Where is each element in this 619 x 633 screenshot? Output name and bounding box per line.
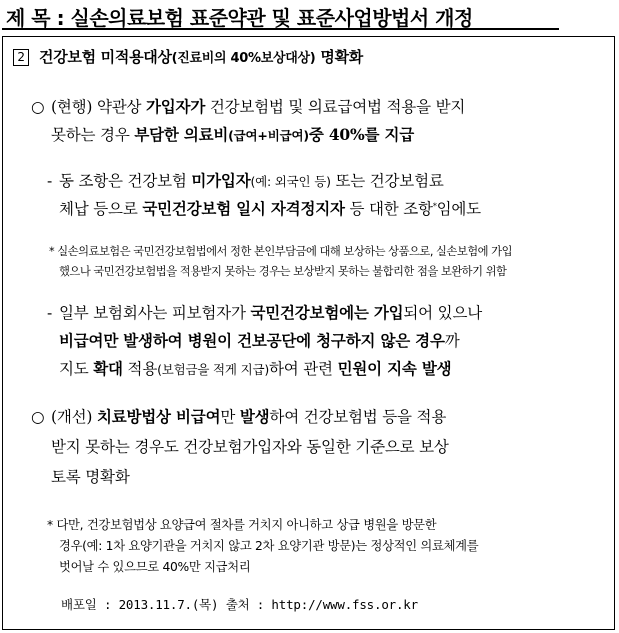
dash1-line-1: - 동 조항은 건강보험 미가입자(예: 외국인 등) 또는 건강보험료 bbox=[47, 171, 444, 190]
title-underline bbox=[2, 28, 559, 30]
revised-line-3: 토록 명확화 bbox=[51, 468, 130, 486]
dash2-line-2: 비급여만 발생하여 병원이 건보공단에 청구하지 않은 경우까 bbox=[59, 331, 460, 350]
revised-line-1: ○ (개선) 치료방법상 비급여만 발생하여 건강보험법 등을 적용 bbox=[31, 407, 447, 426]
dash-bullet-icon: - bbox=[47, 304, 53, 322]
revised-line-2: 받지 못하는 경우도 건강보험가입자와 동일한 기준으로 보상 bbox=[51, 438, 449, 456]
section-number: 2 bbox=[13, 49, 29, 66]
dash2-line-1: - 일부 보험회사는 피보험자가 국민건강보험에는 가입되어 있으나 bbox=[47, 303, 482, 322]
note1-line-2: 했으나 국민건강보험법을 적용받지 못하는 경우는 보상받지 못하는 불합리한 점을 보완하기 위함 bbox=[59, 265, 507, 278]
section-heading bbox=[13, 46, 363, 67]
note2-line-2: 경우(예: 1차 요양기관을 거치지 않고 2차 요양기관 방문)는 정상적인 의료체계를 bbox=[59, 539, 479, 553]
dash-bullet-icon: - bbox=[47, 172, 53, 190]
section-heading-main: 건강보험 미적용대상 bbox=[39, 48, 172, 66]
source-footer: 배포일 : 2013.11.7.(목) 출처 : http://www.fss.or.kr bbox=[61, 597, 418, 612]
content-box bbox=[2, 36, 615, 630]
circle-bullet-icon: ○ bbox=[31, 98, 45, 116]
current-line-1: ○ (현행) 약관상 가입자가 건강보험법 및 의료급여법 적용을 받지 bbox=[31, 97, 466, 116]
circle-bullet-icon: ○ bbox=[31, 408, 45, 426]
section-heading-tail: 명확화 bbox=[320, 48, 363, 66]
note2-line-3: 벗어날 수 있으므로 40%만 지급처리 bbox=[59, 560, 251, 574]
note2-line-1: * 다만, 건강보험법상 요양급여 절차를 거치지 아니하고 상급 병원을 방문한 bbox=[47, 518, 437, 532]
page-title: 제 목 : 실손의료보험 표준약관 및 표준사업방법서 개정 bbox=[6, 6, 473, 30]
section-heading-paren: (진료비의 40%보상대상) bbox=[171, 51, 316, 66]
dash1-line-2: 체납 등으로 국민건강보험 일시 자격정지자 등 대한 조항*임에도 bbox=[59, 199, 481, 218]
dash2-line-3: 지도 확대 적용(보험금을 적게 지급)하여 관련 민원이 지속 발생 bbox=[59, 359, 452, 378]
current-line-2: 못하는 경우 부담한 의료비(급여+비급여)중 40%를 지급 bbox=[51, 125, 415, 144]
note1-line-1: * 실손의료보험은 국민건강보험법에서 정한 본인부담금에 대해 보상하는 상품으로, 실손보험에 가입 bbox=[49, 245, 512, 258]
